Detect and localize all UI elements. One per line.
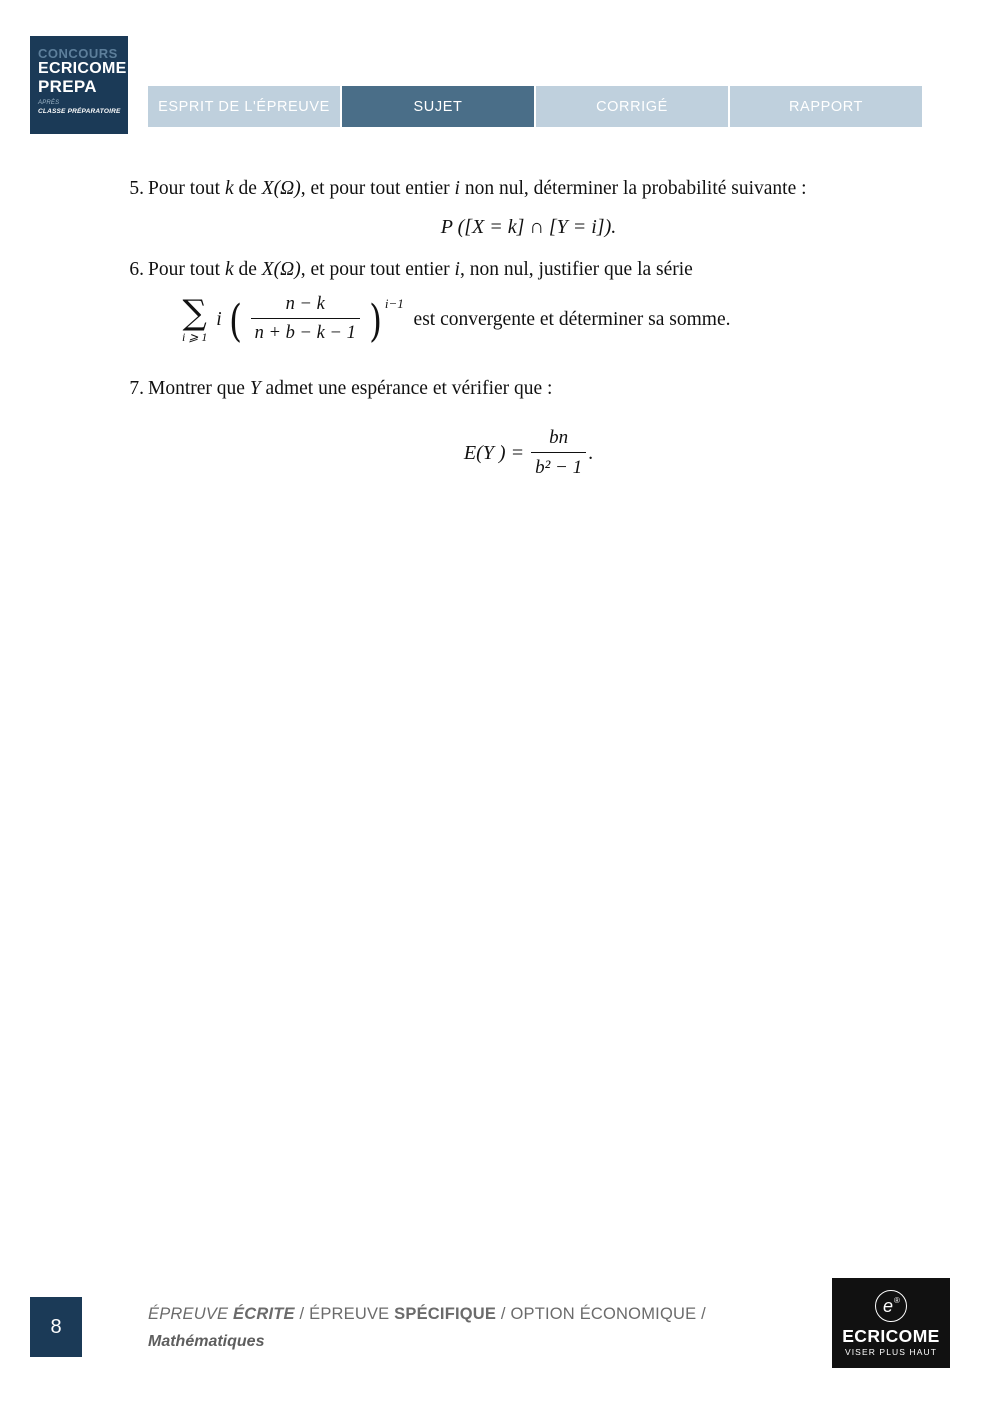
footer-subject: Mathématiques xyxy=(148,1333,265,1350)
page-number: 8 xyxy=(50,1315,62,1338)
ecricome-footer-logo xyxy=(832,1278,950,1368)
logo-concours-label: CONCOURS xyxy=(38,46,118,61)
summation-symbol xyxy=(182,293,208,346)
footer-logo-tagline: VISER PLUS HAUT xyxy=(844,1347,938,1357)
q6-var-k: k xyxy=(224,259,234,281)
section-tabs xyxy=(148,86,922,127)
sigma-glyph: ∑ xyxy=(182,293,207,334)
q5-var-k: k xyxy=(224,178,234,199)
q6-text-c: , et pour tout entier xyxy=(300,259,455,281)
exercise-content xyxy=(0,175,1004,498)
q6-tail-text: est convergente et déterminer sa somme. xyxy=(413,309,731,331)
q6-x-omega: X(Ω) xyxy=(261,259,301,281)
q6-fraction-numerator: n − k xyxy=(251,291,360,320)
question-5-text xyxy=(148,178,807,199)
q6-text-b: de xyxy=(233,259,262,281)
q6-fraction-denominator: n + b − k − 1 xyxy=(254,322,356,344)
q6-sum-expression: ∑ i ⩾ 1 i ( $\frac{n - k}{n + b - k - 1}$ ) i−1 est convergente et déterminer sa somme. xyxy=(182,292,731,347)
question-7-formula xyxy=(148,426,909,484)
footer-specifique-label: SPÉCIFIQUE xyxy=(394,1305,497,1323)
question-5 xyxy=(0,175,1004,242)
logo-ecricome-label: ECRICOME xyxy=(38,60,127,77)
q7-var-Y: Y xyxy=(249,378,261,400)
q5-var-i: i xyxy=(454,178,460,199)
tab-rapport[interactable]: RAPPORT xyxy=(730,86,922,127)
question-5-number: 5. xyxy=(129,178,144,199)
ecricome-e-icon xyxy=(875,1290,907,1322)
footer-option-label: OPTION ÉCONOMIQUE xyxy=(510,1305,697,1323)
footer-epreuve2-label: ÉPREUVE xyxy=(309,1305,395,1323)
q5-text-a: Pour tout xyxy=(148,178,225,199)
footer-breadcrumb xyxy=(148,1305,706,1324)
tab-corrige[interactable]: CORRIGÉ xyxy=(536,86,728,127)
q5-formula-text: P ([X = k] ∩ [Y = i]). xyxy=(440,216,617,239)
footer-logo-name: ECRICOME xyxy=(842,1326,940,1346)
q7-text-a: Montrer que xyxy=(148,378,250,400)
question-7-number: 7. xyxy=(129,378,144,400)
question-5-formula xyxy=(148,213,909,242)
q7-text-b: admet une espérance et vérifier que : xyxy=(260,378,553,400)
ecricome-e-letter: e xyxy=(883,1296,894,1316)
question-7 xyxy=(0,375,1004,483)
footer-epreuve-label: ÉPREUVE xyxy=(148,1305,234,1323)
q5-text-d: non nul, déterminer la probabilité suivante : xyxy=(459,178,807,199)
question-6-series-expression xyxy=(148,293,909,350)
q6-text-d: , non nul, justifier que la série xyxy=(459,259,693,281)
logo-prepa-label: PREPA xyxy=(38,77,97,96)
q7-expectation-expression xyxy=(463,426,594,479)
q7-fraction-numerator: bn xyxy=(531,424,586,454)
footer-sep-1: / xyxy=(294,1305,310,1323)
q6-exponent: i−1 xyxy=(384,296,404,312)
ecricome-logo-block xyxy=(30,36,128,134)
question-6 xyxy=(0,256,1004,349)
q6-factor-i: i xyxy=(216,309,222,331)
q5-text-c: , et pour tout entier xyxy=(300,178,455,199)
logo-apres-label: APRÈS xyxy=(38,100,60,106)
q5-x-omega: X(Ω) xyxy=(261,178,301,199)
question-6-text xyxy=(148,259,693,280)
footer-ecrite-label: ÉCRITE xyxy=(233,1305,295,1323)
registered-icon: ® xyxy=(894,1296,900,1305)
tab-sujet[interactable]: SUJET xyxy=(342,86,534,127)
q6-var-i: i xyxy=(454,259,460,281)
q5-text-b: de xyxy=(233,178,262,199)
question-6-number: 6. xyxy=(129,259,144,281)
q7-formula-period: . xyxy=(588,442,594,465)
q7-fraction xyxy=(531,424,586,482)
q7-fraction-denominator: b² − 1 xyxy=(535,457,583,479)
q6-text-a: Pour tout xyxy=(148,259,225,281)
footer-sep-2: / xyxy=(496,1305,511,1323)
logo-classe-preparatoire-label: CLASSE PRÉPARATOIRE xyxy=(38,108,121,115)
q6-fraction xyxy=(251,291,360,348)
tab-esprit-de-lepreuve[interactable]: ESPRIT DE L'ÉPREUVE xyxy=(148,86,340,127)
q7-formula-lhs: E(Y ) = xyxy=(463,442,525,465)
question-7-text xyxy=(148,378,552,399)
footer-sep-3: / xyxy=(696,1305,706,1323)
sum-lower-limit: i ⩾ 1 xyxy=(182,330,208,345)
page-number-badge xyxy=(30,1297,82,1357)
